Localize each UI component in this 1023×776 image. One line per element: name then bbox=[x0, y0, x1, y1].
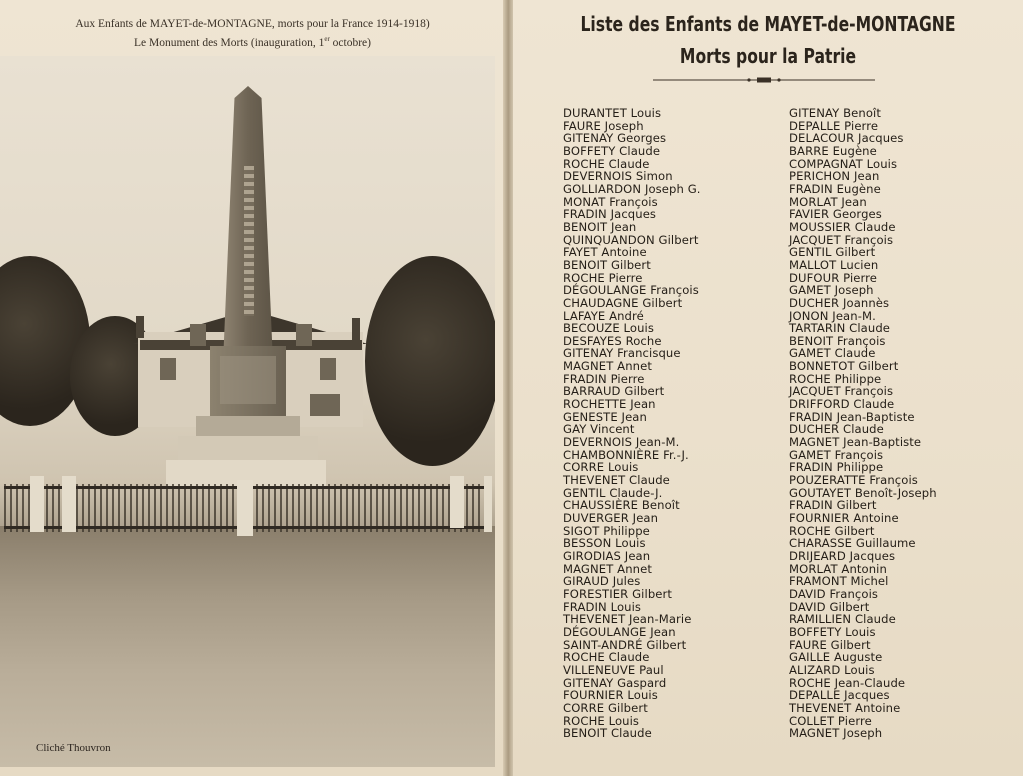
name-entry: DEPALLE Pierre bbox=[789, 118, 879, 133]
name-entry: MAGNET Joseph bbox=[789, 726, 883, 741]
name-entry: BARRAUD Gilbert bbox=[563, 384, 665, 399]
name-entry: DRIFFORD Claude bbox=[789, 397, 895, 412]
name-entry: GENTIL Gilbert bbox=[789, 245, 876, 260]
name-entry: ROCHE Claude bbox=[563, 156, 650, 171]
name-entry: DAVID Gilbert bbox=[789, 599, 870, 614]
name-entry: CHAMBONNIÈRE Fr.-J. bbox=[563, 447, 689, 462]
name-entry: MORLAT Antonin bbox=[789, 561, 887, 576]
name-entry: MOUSSIER Claude bbox=[789, 219, 896, 234]
name-entry: GITENAY Benoît bbox=[789, 106, 881, 120]
name-entry: GITENAY Georges bbox=[563, 131, 667, 146]
name-entry: POUZERATTE François bbox=[789, 473, 918, 488]
name-entry: FRADIN Louis bbox=[563, 599, 642, 614]
name-entry: FRAMONT Michel bbox=[789, 574, 889, 589]
name-entry: GENTIL Claude-J. bbox=[563, 485, 663, 500]
name-entry: BOFFETY Claude bbox=[563, 143, 661, 158]
name-entry: FAURE Joseph bbox=[563, 118, 644, 133]
name-entry: JACQUET François bbox=[789, 384, 894, 399]
left-page bbox=[0, 0, 505, 776]
monument-step bbox=[196, 416, 300, 436]
name-entry: GIRODIAS Jean bbox=[563, 548, 651, 563]
name-entry: DAVID François bbox=[789, 586, 879, 601]
name-entry: FAYET Antoine bbox=[563, 245, 647, 260]
name-entry: RAMILLIEN Claude bbox=[789, 612, 896, 627]
name-entry: FOURNIER Antoine bbox=[789, 511, 899, 525]
name-entry: PERICHON Jean bbox=[789, 169, 880, 184]
fence-post bbox=[62, 476, 76, 532]
name-entry: FAURE Gilbert bbox=[789, 637, 871, 652]
name-entry: FRADIN Pierre bbox=[563, 371, 645, 386]
name-entry: VILLENEUVE Paul bbox=[563, 662, 664, 677]
name-entry: ROCHE Pierre bbox=[563, 270, 643, 285]
name-entry: GAMET Claude bbox=[789, 346, 876, 361]
name-entry: FORESTIER Gilbert bbox=[563, 586, 673, 601]
name-entry: DUCHER Claude bbox=[789, 422, 884, 437]
name-entry: GITENAY Francisque bbox=[563, 346, 681, 361]
name-entry: SIGOT Philippe bbox=[563, 523, 650, 538]
name-entry: DELACOUR Jacques bbox=[789, 131, 904, 146]
chimney-right bbox=[352, 318, 360, 340]
name-entry: QUINQUANDON Gilbert bbox=[563, 232, 699, 247]
monument-photo bbox=[0, 56, 495, 767]
name-entry: GIRAUD Jules bbox=[563, 574, 641, 589]
name-entry: BESSON Louis bbox=[563, 536, 646, 551]
name-entry: MAGNET Annet bbox=[563, 359, 652, 374]
list-title: Liste des Enfants de MAYET-de-MONTAGNE bbox=[580, 12, 956, 36]
name-entry: MAGNET Annet bbox=[563, 561, 652, 576]
name-entry: ROCHE Jean-Claude bbox=[789, 675, 906, 690]
name-entry: GAILLE Auguste bbox=[789, 650, 883, 665]
house-window bbox=[190, 324, 206, 346]
name-entry: CHARASSE Guillaume bbox=[789, 536, 916, 551]
name-entry: FRADIN Eugène bbox=[789, 181, 881, 196]
names-column-left bbox=[563, 107, 701, 740]
name-entry: MONAT François bbox=[563, 194, 658, 209]
name-entry: DUCHER Joannès bbox=[789, 295, 890, 310]
name-entry: CORRE Gilbert bbox=[563, 700, 648, 715]
name-entry: ROCHE Louis bbox=[563, 713, 640, 728]
name-entry: GITENAY Gaspard bbox=[563, 675, 667, 690]
name-entry: DESFAYES Roche bbox=[563, 333, 662, 348]
name-entry: DRIJEARD Jacques bbox=[789, 548, 896, 563]
name-entry: DUVERGER Jean bbox=[563, 511, 659, 525]
name-entry: FRADIN Jean-Baptiste bbox=[789, 409, 915, 424]
name-entry: GOUTAYET Benoît-Joseph bbox=[789, 485, 937, 500]
name-entry: DUFOUR Pierre bbox=[789, 270, 878, 285]
name-entry: BECOUZE Louis bbox=[563, 321, 654, 336]
name-entry: ROCHE Philippe bbox=[789, 371, 882, 386]
name-entry: DEPALLE Jacques bbox=[789, 688, 890, 703]
caption-line-2-main: Le Monument des Morts (inauguration, 1 bbox=[133, 36, 325, 49]
palm-carving bbox=[244, 166, 254, 316]
name-entry: GAY Vincent bbox=[563, 422, 635, 437]
photo-credit: Cliché Thouvron bbox=[36, 742, 111, 754]
name-entry: BOFFETY Louis bbox=[789, 624, 876, 639]
caption-line-2 bbox=[0, 33, 505, 50]
name-entry: ROCHETTE Jean bbox=[563, 397, 656, 412]
fence-post bbox=[30, 476, 44, 532]
name-entry: GENESTE Jean bbox=[563, 409, 647, 424]
name-entry: BENOIT François bbox=[789, 333, 886, 348]
name-entry: BARRE Eugène bbox=[789, 143, 877, 158]
name-entry: TARTARIN Claude bbox=[789, 321, 891, 336]
name-entry: COMPAGNAT Louis bbox=[789, 156, 898, 171]
list-subtitle: Morts pour la Patrie bbox=[679, 44, 857, 68]
name-entry: FRADIN Gilbert bbox=[789, 498, 877, 513]
name-entry: JACQUET François bbox=[789, 232, 894, 247]
fence-post bbox=[237, 480, 253, 536]
ornament-rule bbox=[653, 77, 875, 83]
name-entry: ROCHE Gilbert bbox=[789, 523, 875, 538]
house-window bbox=[310, 394, 340, 416]
name-entry: FRADIN Philippe bbox=[789, 460, 884, 475]
name-entry: DÉGOULANGE François bbox=[563, 283, 699, 298]
monument-plaque bbox=[220, 356, 276, 404]
name-entry: MALLOT Lucien bbox=[789, 257, 879, 272]
name-entry: BENOIT Gilbert bbox=[563, 257, 651, 272]
name-entry: CORRE Louis bbox=[563, 460, 639, 475]
photo-ground bbox=[0, 526, 495, 767]
house-window bbox=[320, 358, 336, 380]
name-entry: CHAUSSIÈRE Benoît bbox=[563, 498, 680, 513]
name-entry: GOLLIARDON Joseph G. bbox=[563, 181, 701, 196]
names-column-right bbox=[789, 107, 937, 740]
name-entry: DURANTET Louis bbox=[563, 106, 662, 120]
name-entry: BONNETOT Gilbert bbox=[789, 359, 899, 374]
name-entry: THEVENET Jean-Marie bbox=[563, 612, 692, 627]
name-entry: GAMET Joseph bbox=[789, 283, 874, 298]
fence-post bbox=[450, 476, 464, 528]
name-entry: GAMET François bbox=[789, 447, 884, 462]
house-window bbox=[160, 358, 176, 380]
name-entry: SAINT-ANDRÉ Gilbert bbox=[563, 637, 687, 652]
name-entry: BENOIT Claude bbox=[563, 726, 652, 741]
name-entry: BENOIT Jean bbox=[563, 219, 637, 234]
monument-step bbox=[178, 436, 318, 460]
name-entry: THEVENET Antoine bbox=[789, 700, 901, 715]
name-entry: FOURNIER Louis bbox=[563, 688, 658, 703]
name-entry: FAVIER Georges bbox=[789, 207, 882, 222]
caption-line-1: Aux Enfants de MAYET-de-MONTAGNE, morts pour la France 1914-1918) bbox=[75, 18, 430, 30]
name-entry: MAGNET Jean-Baptiste bbox=[789, 435, 922, 450]
name-entry: DÉGOULANGE Jean bbox=[563, 624, 676, 639]
name-entry: CHAUDAGNE Gilbert bbox=[563, 295, 683, 310]
name-entry: DEVERNOIS Simon bbox=[563, 169, 673, 184]
name-entry: LAFAYE André bbox=[563, 308, 644, 323]
tree-right bbox=[365, 256, 495, 466]
name-entry: THEVENET Claude bbox=[563, 473, 670, 488]
name-entry: ROCHE Claude bbox=[563, 650, 650, 665]
chimney-left bbox=[136, 316, 144, 338]
house-window bbox=[296, 324, 312, 346]
name-entry: COLLET Pierre bbox=[789, 713, 872, 728]
name-entry: DEVERNOIS Jean-M. bbox=[563, 435, 680, 450]
name-entry: FRADIN Jacques bbox=[563, 207, 657, 222]
caption-superscript: er bbox=[324, 35, 330, 43]
caption-line-2-end: octobre) bbox=[329, 36, 371, 49]
fence-post bbox=[484, 476, 492, 532]
name-entry: JONON Jean-M. bbox=[789, 308, 876, 323]
name-entry: MORLAT Jean bbox=[789, 194, 867, 209]
name-entry: ALIZARD Louis bbox=[789, 662, 875, 677]
